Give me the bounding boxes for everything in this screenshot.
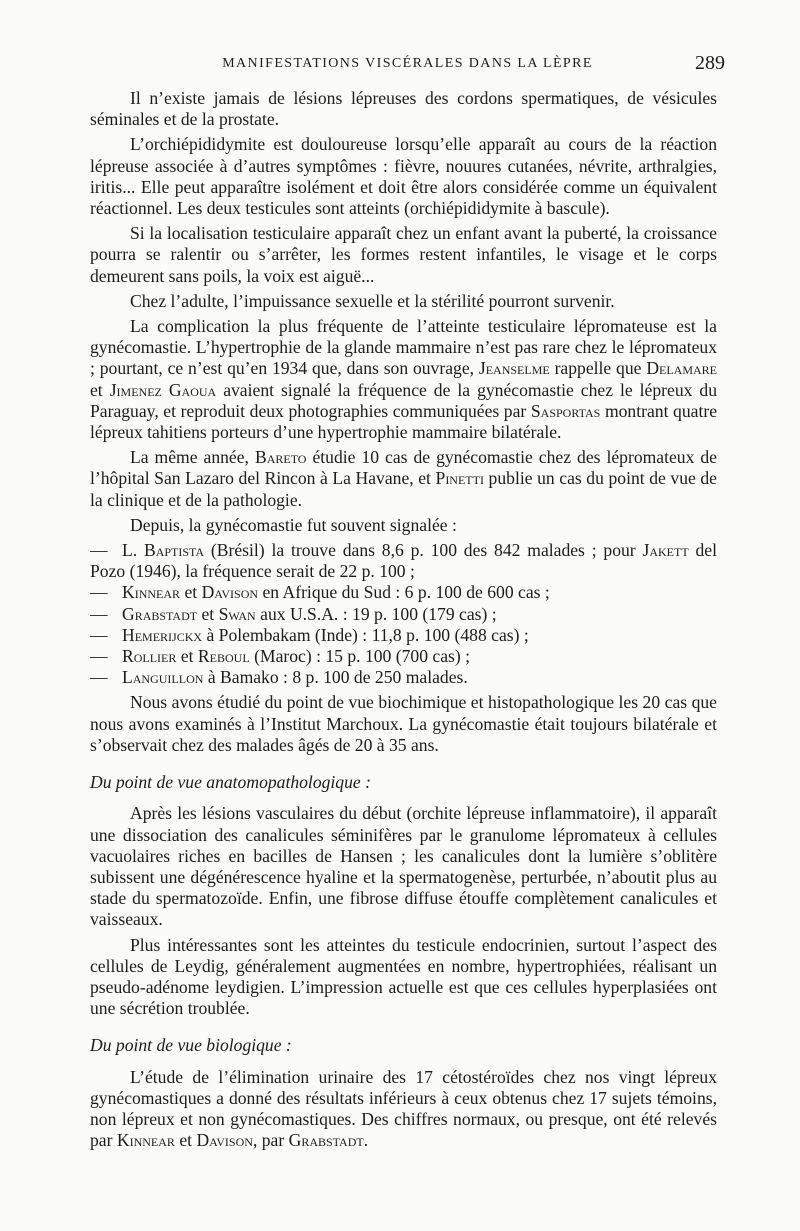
text-span: avaient signalé la fréquence de la gynécomastie chez le lépreux du Paraguay, et reproduit deux photographies communiquées par: [90, 379, 717, 421]
study-list: [90, 540, 717, 688]
author-name: Swan: [218, 603, 256, 624]
author-name: Sasportas: [530, 400, 601, 421]
author-name: Jeanselme: [478, 358, 550, 379]
paragraph: Plus intéressantes sont les atteintes du testicule endocrinien, surtout l’aspect des cellules de Leydig, généralement augmentées en nombre, hypertrophiées, réalisant un pseudo-adénome leydigien. L’impression actuelle est que ces cellules hyperplasiées ont une sécrétion troublée.: [90, 934, 717, 1019]
author-name: Languillon: [122, 667, 204, 688]
text-span: et: [201, 603, 215, 624]
running-title: MANIFESTATIONS VISCÉRALES DANS LA LÈPRE: [222, 56, 593, 71]
author-name: Kinnear: [122, 582, 181, 603]
list-item: [90, 667, 717, 688]
body-text: [90, 88, 717, 1155]
list-item: [90, 540, 717, 582]
paragraph: Après les lésions vasculaires du début (orchite lépreuse inflammatoire), il apparaît une dissociation des canalicules séminifères par le granulome lépromateux à cellules vacuolaires riches en bacilles de Hansen ; les canalicules dont la lumière s’oblitère subissent une dégénérescence hyaline et la spermatogenèse, perturbée, n’aboutit plus au stade du spermatozoïde. Enfin, une fibrose diffuse étouffe complètement canalicules et vaisseaux.: [90, 803, 717, 930]
section-heading: Du point de vue biologique :: [90, 1035, 292, 1056]
paragraph: Chez l’adulte, l’impuissance sexuelle et la stérilité pourront survenir.: [130, 290, 615, 311]
dash: —: [90, 624, 108, 645]
paragraph: Depuis, la gynécomastie fut souvent signalée :: [130, 514, 457, 535]
dash: —: [90, 603, 108, 624]
paragraph: L’orchiépididymite est douloureuse lorsqu’elle apparaît au cours de la réaction lépreuse associée à d’autres symptômes : fièvre, nouures cutanées, névrite, arthralgies, iritis... Elle peut apparaître isolément et doit être alors considérée comme un équivalent réactionnel. Les deux testicules sont atteints (orchiépididymite à bascule).: [90, 134, 717, 219]
author-name: Reboul: [197, 646, 250, 667]
text-span: (Brésil) la trouve dans 8,6 p. 100 des 842 malades ; pour: [210, 540, 636, 561]
paragraph: [90, 316, 717, 443]
text-span: et: [179, 1130, 193, 1151]
paragraph: Il n’existe jamais de lésions lépreuses des cordons spermatiques, de vésicules séminales et de la prostate.: [90, 88, 717, 130]
text-span: étudie 10 cas de gynécomastie chez des lépromateux de l’hôpital San Lazaro del Rincon à La Havane, et: [90, 447, 717, 489]
author-name: Bareto: [254, 447, 307, 468]
list-item: [90, 604, 717, 625]
list-item: [90, 646, 717, 667]
paragraph: Si la localisation testiculaire apparaît chez un enfant avant la puberté, la croissance pourra se ralentir ou s’arrêter, les formes restent infantiles, le visage et le corps demeurent sans poils, la voix est aiguë...: [90, 223, 717, 286]
running-head: [90, 52, 725, 76]
text-span: La complication la plus fréquente de l’atteinte testiculaire lépromateuse est la gynécomastie. L’hypertrophie de la glande mammaire n’est pas rare chez le lépromateux ; pourtant, ce n’est qu’en 1934 que, dans son ouvrage,: [90, 316, 717, 379]
text-span: à Bamako : 8 p. 100 de 250 malades.: [207, 667, 468, 688]
dash: —: [90, 540, 108, 561]
text-span: (Maroc) : 15 p. 100 (700 cas) ;: [254, 646, 471, 667]
section-heading: Du point de vue anatomopathologique :: [90, 772, 371, 793]
author-name: Davison: [201, 582, 259, 603]
author-name: Rollier: [122, 646, 177, 667]
text-span: rappelle que: [554, 358, 642, 379]
text-span: à Polembakam (Inde) : 11,8 p. 100 (488 cas) ;: [206, 624, 529, 645]
text-span: et: [90, 379, 103, 400]
text-span: L.: [122, 540, 138, 561]
list-item: [90, 625, 717, 646]
paragraph: [90, 447, 717, 511]
author-name: Davison: [196, 1130, 253, 1151]
author-name: Baptista: [143, 540, 205, 561]
text-span: .: [363, 1130, 369, 1151]
text-span: publie un cas du point de vue de la clinique et de la pathologie.: [90, 468, 717, 510]
text-span: aux U.S.A. : 19 p. 100 (179 cas) ;: [260, 603, 497, 624]
author-name: Jimenez Gaoua: [109, 379, 217, 400]
page-number: 289: [695, 52, 725, 74]
dash: —: [90, 667, 108, 688]
paragraph: Nous avons étudié du point de vue biochimique et histopathologique les 20 cas que nous avons examinés à l’Institut Marchoux. La gynécomastie était toujours bilatérale et s’observait chez des malades âgés de 20 à 35 ans.: [90, 692, 717, 755]
author-name: Jakett: [642, 540, 689, 561]
text-span: del Pozo (1946), la fréquence serait de 22 p. 100 ;: [90, 540, 717, 582]
author-name: Kinnear: [116, 1130, 175, 1151]
paragraph: [90, 1067, 717, 1152]
dash: —: [90, 582, 108, 603]
text-span: montrant quatre lépreux tahitiens porteurs d’une hypertrophie mammaire bilatérale.: [90, 400, 717, 443]
author-name: Delamare: [646, 358, 718, 379]
text-span: L’étude de l’élimination urinaire des 17 cétostéroïdes chez nos vingt lépreux gynécomastiques a donné des résultats inférieurs à ceux obtenus chez 17 sujets témoins, non lépreux et non gynécomastiques. Des chiffres normaux, ou presque, ont été relevés par: [90, 1066, 717, 1151]
list-item: [90, 582, 717, 603]
text-span: , par: [252, 1130, 285, 1151]
text-span: en Afrique du Sud : 6 p. 100 de 600 cas ;: [262, 582, 550, 603]
text-span: et: [184, 582, 198, 603]
author-name: Hemerijckx: [122, 624, 203, 645]
dash: —: [90, 646, 108, 667]
author-name: Grabstadt: [122, 603, 198, 624]
text-span: La même année,: [130, 447, 249, 468]
author-name: Pinetti: [435, 468, 484, 489]
text-span: et: [180, 646, 194, 667]
author-name: Grabstadt: [288, 1130, 364, 1151]
